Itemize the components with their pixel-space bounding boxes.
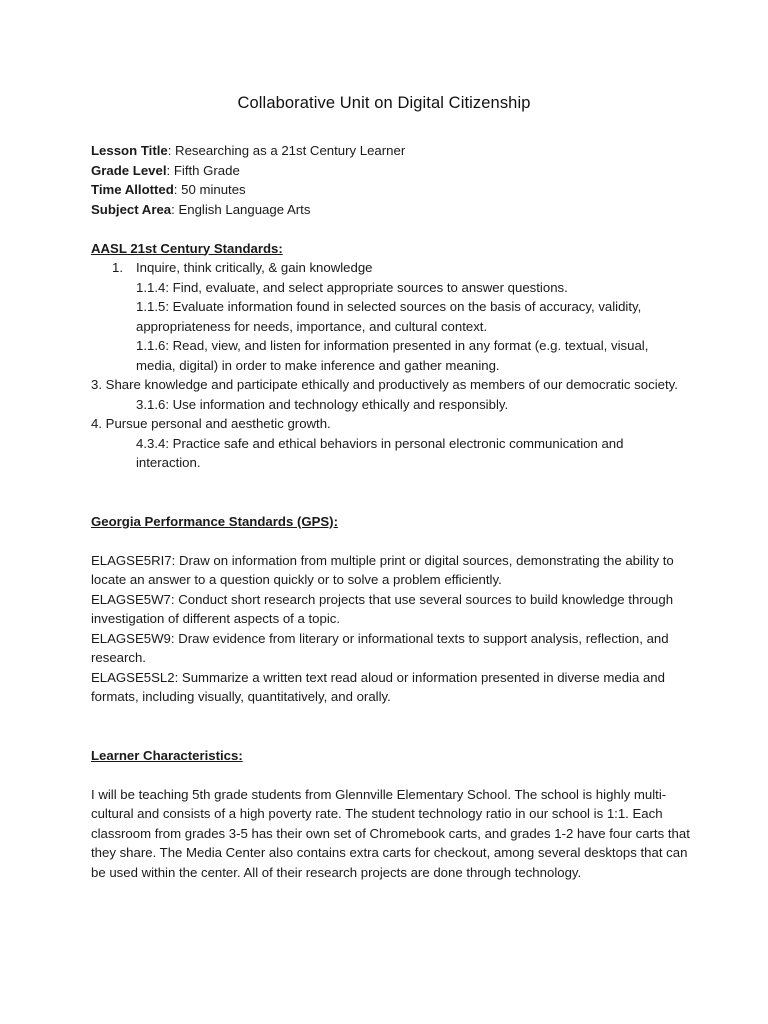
gps-standard-w9: ELAGSE5W9: Draw evidence from literary or informational texts to support analysis, reflection, and research. (91, 630, 669, 665)
aasl-heading: AASL 21st Century Standards: (91, 240, 283, 256)
aasl-standard-3-1-6: 3.1.6: Use information and technology ethically and responsibly. (136, 396, 509, 412)
aasl-item-4: 4. Pursue personal and aesthetic growth. (91, 416, 331, 431)
spacer (91, 765, 691, 785)
gps-standard-ri7: ELAGSE5RI7: Draw on information from multiple print or digital sources, demonstrating the ability to locate an answer to a question quickly or to solve a problem efficiently. (91, 552, 674, 587)
spacer (91, 707, 691, 746)
lesson-title-label: Lesson Title (91, 143, 168, 158)
gps-standard-sl2: ELAGSE5SL2: Summarize a written text read aloud or information presented in diverse media and formats, including visually, quantitatively, and orally. (91, 669, 665, 704)
grade-level-label: Grade Level (91, 162, 167, 178)
spacer (91, 219, 691, 239)
aasl-standard-4-3-4: 4.3.4: Practice safe and ethical behaviors in personal electronic communication and interaction. (136, 435, 624, 470)
document-title: Collaborative Unit on Digital Citizenship (237, 94, 531, 112)
time-allotted-label: Time Allotted (91, 182, 174, 197)
subject-area-line (91, 200, 691, 220)
aasl-item-3: 3. Share knowledge and participate ethically and productively as members of our democratic society. (91, 377, 678, 392)
spacer (91, 531, 691, 551)
gps-standard-w7: ELAGSE5W7: Conduct short research projects that use several sources to build knowledge through investigation of different aspects of a topic. (91, 591, 674, 626)
time-allotted-value: : 50 minutes (173, 182, 246, 197)
grade-level-line (91, 161, 691, 181)
aasl-standard-1-1-5: 1.1.5: Evaluate information found in selected sources on the basis of accuracy, validity, appropriateness for needs, importance, and cultural context. (136, 299, 642, 334)
aasl-standard-1-1-4: 1.1.4: Find, evaluate, and select appropriate sources to answer questions. (136, 279, 568, 295)
time-allotted-line (91, 180, 691, 200)
subject-area-value: : English Language Arts (171, 201, 311, 217)
document-body (91, 141, 691, 882)
aasl-item-1-number: 1. (112, 260, 123, 275)
lesson-title-line (91, 141, 691, 161)
aasl-standard-1-1-6: 1.1.6: Read, view, and listen for information presented in any format (e.g. textual, visual, media, digital) in order to make inference and gather meaning. (136, 338, 649, 373)
gps-heading: Georgia Performance Standards (GPS): (91, 513, 338, 529)
aasl-item-1 (91, 258, 691, 278)
learner-paragraph: I will be teaching 5th grade students from Glennville Elementary School. The school is highly multi-cultural and consists of a high poverty rate. The student technology ratio in our school is 1:1. Each classroom from grades 3-5 has their own set of Chromebook carts, and grades 1-2 have four carts that they share. The Media Center also contains extra carts for checkout, among several desktops that can be used within the center. All of their research projects are done through technology. (91, 786, 690, 880)
aasl-item-1-text: Inquire, think critically, & gain knowledge (136, 260, 373, 275)
learner-heading: Learner Characteristics: (91, 747, 243, 763)
lesson-title-value: : Researching as a 21st Century Learner (167, 143, 406, 158)
spacer (91, 473, 691, 512)
grade-level-value: : Fifth Grade (166, 162, 240, 178)
subject-area-label: Subject Area (91, 201, 172, 217)
